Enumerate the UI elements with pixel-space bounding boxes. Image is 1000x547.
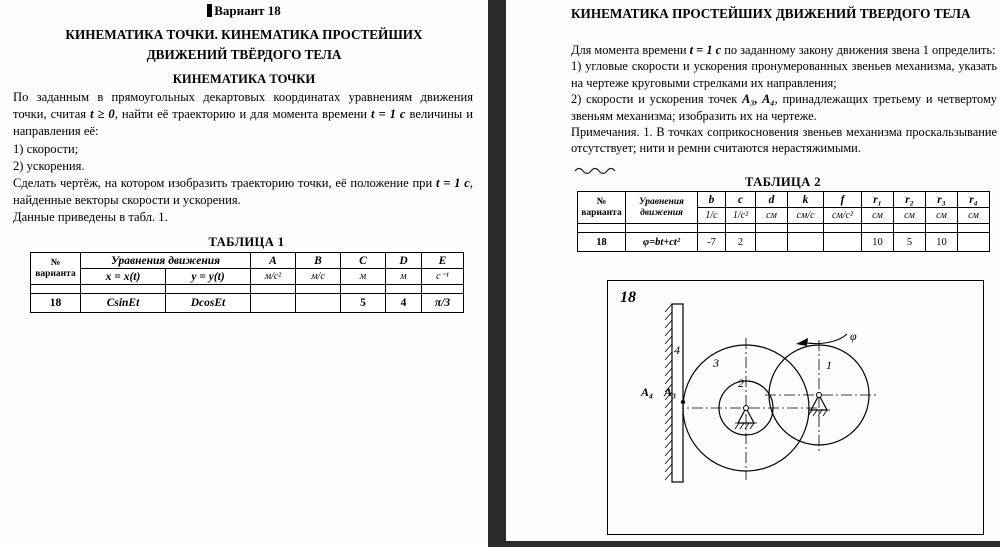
t2-header-k: k bbox=[788, 192, 824, 208]
page-title: КИНЕМАТИКА ПРОСТЕЙШИХ ДВИЖЕНИЙ ТВЕРДОГО ТЕЛА bbox=[571, 6, 971, 21]
paragraph-2-text: Сделать чертёж, на котором изобразить траекторию точки, её положение при bbox=[13, 176, 436, 191]
empty-cell bbox=[894, 224, 926, 233]
t1-header-y: y = y(t) bbox=[166, 269, 251, 285]
right-document-page bbox=[506, 0, 1000, 541]
empty-cell bbox=[296, 285, 341, 294]
paragraph-1 bbox=[571, 42, 997, 58]
t1-header-variant bbox=[31, 253, 81, 285]
t2-header-b: b bbox=[698, 192, 726, 208]
variant-title: Вариант 18 bbox=[214, 3, 281, 18]
paragraph-1-text: Для момента времени bbox=[571, 43, 690, 57]
empty-cell bbox=[698, 224, 726, 233]
t2-header-variant bbox=[578, 192, 626, 224]
point-a4-label: A₄ bbox=[641, 385, 654, 399]
left-document-page bbox=[0, 0, 488, 547]
t2-header-r3: r₃ bbox=[926, 192, 958, 208]
section-subheading: КИНЕМАТИКА ТОЧКИ bbox=[172, 72, 316, 86]
t2-value-r1: 10 bbox=[862, 233, 894, 252]
t1-unit-B: м/с bbox=[296, 269, 341, 285]
empty-cell bbox=[926, 224, 958, 233]
empty-cell bbox=[824, 224, 862, 233]
empty-cell bbox=[166, 285, 251, 294]
point-a3-label: A₃ bbox=[664, 385, 677, 399]
t1-header-D: D bbox=[386, 253, 422, 269]
t1-header-B: B bbox=[296, 253, 341, 269]
mechanism-diagram bbox=[607, 280, 984, 535]
math-t-1s: t = 1 с bbox=[435, 176, 470, 191]
figure-number: 18 bbox=[620, 289, 636, 306]
table-1-title: ТАБЛИЦА 1 bbox=[208, 235, 285, 249]
variant-title-line bbox=[0, 3, 488, 19]
t2-header-c: c bbox=[726, 192, 756, 208]
list-item-2-text: , принадлежащих третьему и четвертому звеньям механизма; изобразить их на чертеже. bbox=[571, 92, 998, 123]
t1-empty-row bbox=[31, 285, 464, 294]
t1-value-C: 5 bbox=[341, 294, 386, 313]
t2-header-equations-line1: Уравнения bbox=[639, 196, 684, 207]
t2-header-r1: r₁ bbox=[862, 192, 894, 208]
t2-unit-c: 1/с² bbox=[726, 208, 756, 224]
t2-empty-row bbox=[578, 224, 990, 233]
page-title-line2: ДВИЖЕНИЙ ТВЁРДОГО ТЕЛА bbox=[146, 47, 342, 62]
pivot-pin-right bbox=[817, 393, 822, 398]
t2-header-variant-line2: варианта bbox=[581, 207, 622, 218]
empty-cell bbox=[578, 224, 626, 233]
t2-value-k bbox=[788, 233, 824, 252]
t1-variant-number: 18 bbox=[31, 294, 81, 313]
empty-cell bbox=[251, 285, 296, 294]
table-2-title: ТАБЛИЦА 2 bbox=[745, 175, 821, 189]
t1-x-equation: CsinEt bbox=[81, 294, 166, 313]
t1-header-C: C bbox=[341, 253, 386, 269]
t1-header-variant-line2: варианта bbox=[35, 268, 76, 279]
t2-header-r4: r₄ bbox=[958, 192, 990, 208]
link4-label: 4 bbox=[674, 343, 680, 357]
empty-cell bbox=[422, 285, 464, 294]
table-1 bbox=[30, 252, 464, 313]
paragraph-1 bbox=[13, 89, 473, 141]
list-item-2 bbox=[571, 91, 997, 124]
t1-unit-E: с⁻¹ bbox=[422, 269, 464, 285]
t1-value-B bbox=[296, 294, 341, 313]
t2-variant-number: 18 bbox=[578, 233, 626, 252]
t2-header-equations-line2: движения bbox=[640, 207, 683, 218]
t1-y-equation: DcosEt bbox=[166, 294, 251, 313]
t1-header-E: E bbox=[422, 253, 464, 269]
empty-cell bbox=[386, 285, 422, 294]
list-item-1: 1) скорости; bbox=[13, 141, 79, 156]
empty-cell bbox=[341, 285, 386, 294]
paragraph-1-text: по заданному закону движения звена 1 определить: bbox=[721, 43, 996, 57]
empty-cell bbox=[626, 224, 698, 233]
page-title-line1: КИНЕМАТИКА ТОЧКИ. КИНЕМАТИКА ПРОСТЕЙШИХ bbox=[65, 27, 423, 42]
t2-value-f bbox=[824, 233, 862, 252]
t2-value-r3: 10 bbox=[926, 233, 958, 252]
t1-unit-A: м/с² bbox=[251, 269, 296, 285]
t1-unit-D: м bbox=[386, 269, 422, 285]
paragraph-1-text: , найти её траекторию и для момента времени bbox=[114, 107, 372, 122]
t2-header-d: d bbox=[756, 192, 788, 208]
paragraph-2 bbox=[13, 175, 473, 209]
empty-cell bbox=[788, 224, 824, 233]
strikethrough-scribble bbox=[573, 165, 619, 175]
t2-value-b: -7 bbox=[698, 233, 726, 252]
t1-value-A bbox=[251, 294, 296, 313]
link1-label: 1 bbox=[826, 358, 832, 372]
math-t-1s: t = 1 с bbox=[371, 107, 406, 122]
t1-header-equations: Уравнения движения bbox=[81, 253, 251, 269]
text-cursor[interactable] bbox=[207, 4, 212, 17]
t1-header-A: A bbox=[251, 253, 296, 269]
t2-value-r4 bbox=[958, 233, 990, 252]
t2-header-variant-line1: № bbox=[596, 196, 607, 207]
diagram-frame bbox=[608, 281, 984, 535]
t2-unit-f: см/с² bbox=[824, 208, 862, 224]
center-lines bbox=[673, 338, 877, 480]
phi-label: φ bbox=[850, 329, 857, 343]
t1-value-E: π/3 bbox=[422, 294, 464, 313]
t1-header-x: x = x(t) bbox=[81, 269, 166, 285]
paragraph-1-text: величины и направления её: bbox=[13, 107, 473, 139]
link2-label: 2 bbox=[738, 376, 744, 390]
t2-data-row bbox=[578, 233, 990, 252]
t2-unit-r3: см bbox=[926, 208, 958, 224]
link3-label: 3 bbox=[713, 356, 719, 370]
paragraph-2-text: , найденные векторы скорости и ускорения. bbox=[13, 176, 473, 208]
contact-point-a3 bbox=[681, 400, 685, 404]
phi-rotation-arrow bbox=[802, 334, 847, 344]
t2-unit-k: см/с bbox=[788, 208, 824, 224]
t1-value-D: 4 bbox=[386, 294, 422, 313]
t2-value-r2: 5 bbox=[894, 233, 926, 252]
empty-cell bbox=[726, 224, 756, 233]
empty-cell bbox=[862, 224, 894, 233]
t1-data-row bbox=[31, 294, 464, 313]
empty-cell bbox=[756, 224, 788, 233]
t2-unit-r4: см bbox=[958, 208, 990, 224]
empty-cell bbox=[31, 285, 81, 294]
t1-header-variant-line1: № bbox=[50, 257, 61, 268]
list-item-2-text: 2) скорости и ускорения точек bbox=[571, 92, 742, 107]
table-2 bbox=[577, 191, 990, 252]
list-item-2: 2) ускорения. bbox=[13, 158, 85, 173]
pivot-pin-left bbox=[744, 406, 749, 411]
t2-header-f: f bbox=[824, 192, 862, 208]
empty-cell bbox=[81, 285, 166, 294]
list-item-1: 1) угловые скорости и ускорения пронумерованных звеньев механизма, указать на чертеже круговыми стрелками их направления; bbox=[571, 59, 997, 90]
paragraph-3: Данные приведены в табл. 1. bbox=[13, 210, 168, 225]
task-text-block bbox=[571, 42, 997, 157]
t1-unit-C: м bbox=[341, 269, 386, 285]
t2-unit-r1: см bbox=[862, 208, 894, 224]
notes-paragraph: Примечания. 1. В точках соприкосновения звеньев механизма проскальзывание отсутствует; нити и ремни считаются нерастяжимыми. bbox=[571, 125, 997, 156]
t2-unit-b: 1/с bbox=[698, 208, 726, 224]
math-t-1s: t = 1 с bbox=[689, 43, 722, 57]
t2-header-equations bbox=[626, 192, 698, 224]
t2-value-d bbox=[756, 233, 788, 252]
math-t-ge-0: t ≥ 0 bbox=[90, 107, 115, 122]
t2-unit-d: см bbox=[756, 208, 788, 224]
empty-cell bbox=[958, 224, 990, 233]
t2-unit-r2: см bbox=[894, 208, 926, 224]
paragraph-1-text: По заданным в прямоугольных декартовых координатах уравнениям движения точки, считая bbox=[13, 90, 473, 122]
math-points-a3-a4: A₃, A₄ bbox=[742, 92, 775, 107]
phi-arrowhead bbox=[796, 338, 808, 346]
t2-value-c: 2 bbox=[726, 233, 756, 252]
task-text-block bbox=[13, 89, 473, 227]
t2-header-r2: r₂ bbox=[894, 192, 926, 208]
t2-motion-equation: φ=bt+ct² bbox=[626, 233, 698, 252]
